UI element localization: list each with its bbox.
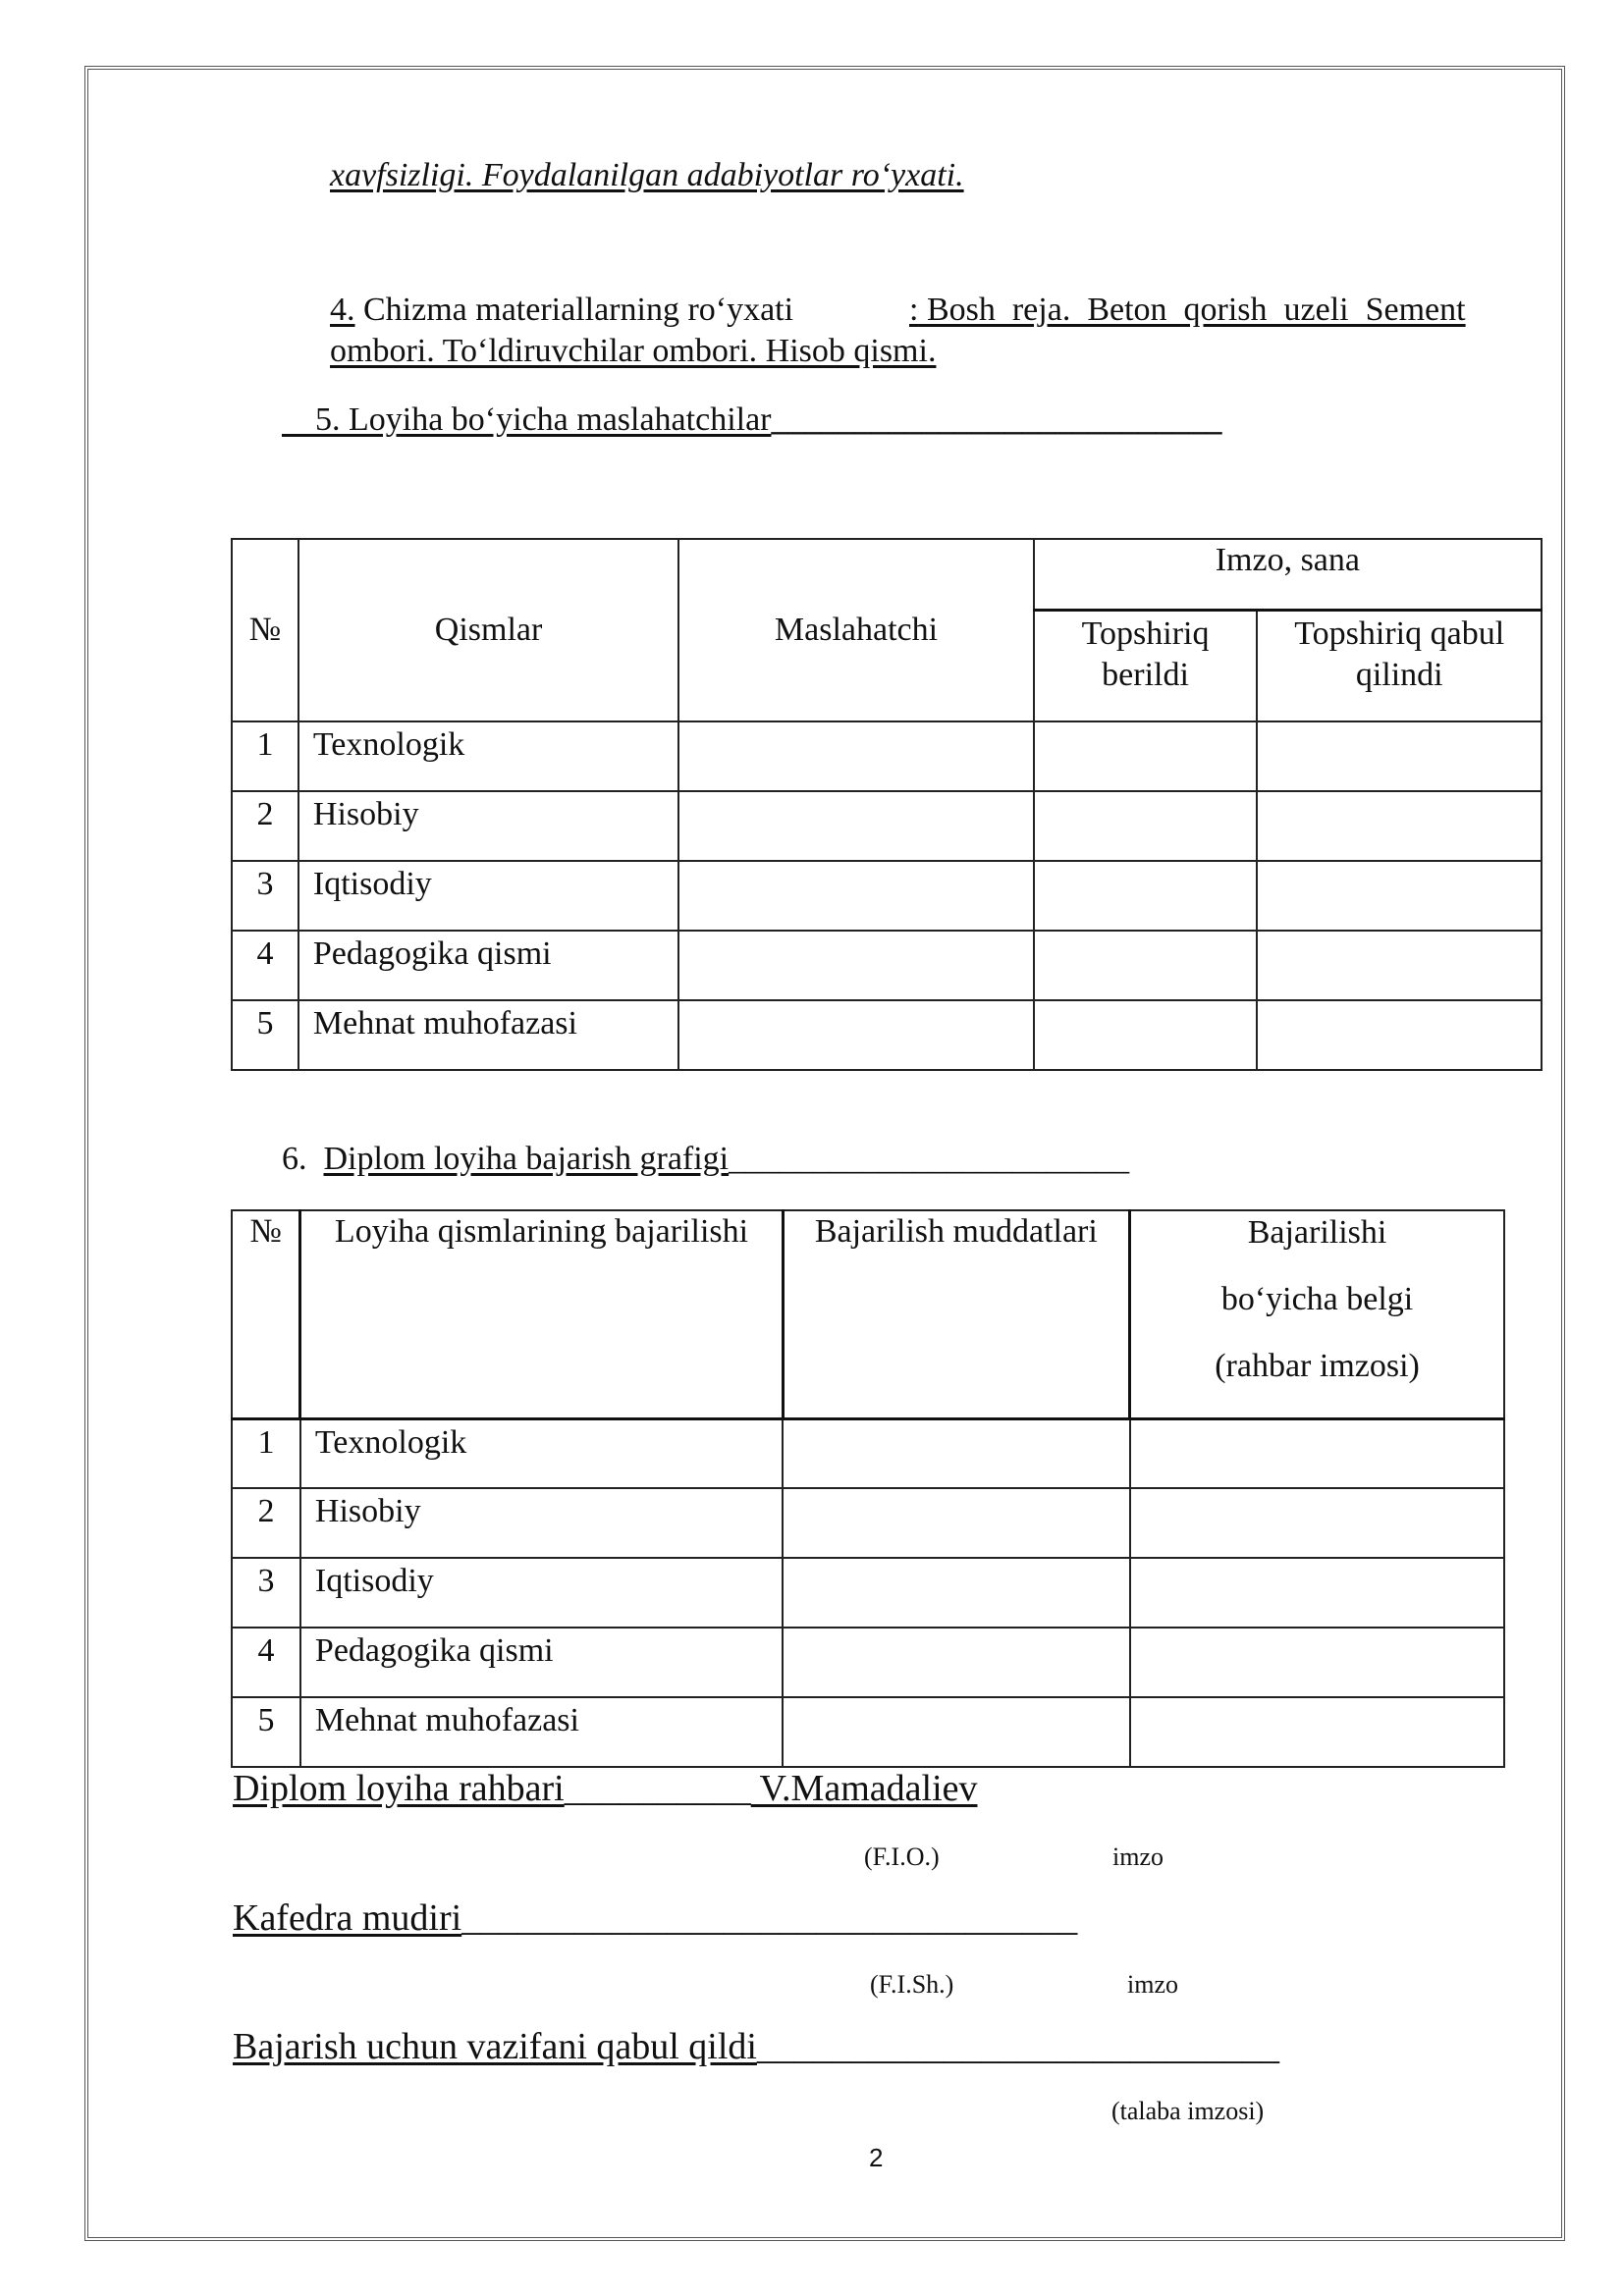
table2-row4-mark xyxy=(1130,1628,1504,1697)
table1-row1-num: 1 xyxy=(232,721,298,791)
section-5 xyxy=(282,401,1222,439)
table1-row1-given xyxy=(1034,721,1258,791)
table2-header-mark xyxy=(1130,1210,1504,1418)
supervisor-name: V.Mamadaliev xyxy=(750,1768,978,1809)
section-5-blank: ___________________________ xyxy=(771,401,1222,438)
table-row xyxy=(232,1558,1504,1628)
head-label: Kafedra mudiri xyxy=(233,1897,462,1939)
table2-row5-mark xyxy=(1130,1697,1504,1767)
student-blank: ____________________________ xyxy=(756,2026,1279,2067)
table1-row3-num: 3 xyxy=(232,861,298,931)
student-label: Bajarish uchun vazifani qabul qildi xyxy=(233,2026,757,2067)
table1-row4-part: Pedagogika qismi xyxy=(298,931,678,1000)
section-6 xyxy=(282,1141,1129,1178)
table1-row5-num: 5 xyxy=(232,1000,298,1070)
table1-row4-num: 4 xyxy=(232,931,298,1000)
table1-header-given-line1: Topshiriq xyxy=(1081,614,1210,652)
head-fish-caption: (F.I.Sh.) xyxy=(870,1970,954,1999)
table1-row3-advisor xyxy=(678,861,1033,931)
table1-row5-given xyxy=(1034,1000,1258,1070)
table2-header-mark-line2: bo‘yicha belgi xyxy=(1220,1281,1414,1317)
section-5-label: 5. Loyiha bo‘yicha maslahatchilar xyxy=(282,401,772,438)
table2-row1-mark xyxy=(1130,1418,1504,1488)
table2-row5-part: Mehnat muhofazasi xyxy=(300,1697,783,1767)
table1-row2-num: 2 xyxy=(232,791,298,861)
table1-row5-part: Mehnat muhofazasi xyxy=(298,1000,678,1070)
section-6-label: Diplom loyiha bajarish grafigi xyxy=(323,1141,730,1177)
table-row xyxy=(232,1418,1504,1488)
table1-row2-accepted xyxy=(1257,791,1542,861)
intro-line: xavfsizligi. Foydalanilgan adabiyotlar ro‘yxati. xyxy=(330,157,964,193)
table2-row1-part: Texnologik xyxy=(300,1418,783,1488)
table2-row5-num: 5 xyxy=(232,1697,300,1767)
table1-header-advisor: Maslahatchi xyxy=(678,539,1033,721)
section-4-label: Chizma materiallarning ro‘yxati xyxy=(363,292,794,328)
table2-row2-part: Hisobiy xyxy=(300,1488,783,1558)
section-4-number: 4. xyxy=(330,292,355,328)
head-signature-line xyxy=(233,1896,1077,1940)
table1-row5-advisor xyxy=(678,1000,1033,1070)
section-4 xyxy=(330,292,1518,370)
table2-row1-deadline xyxy=(783,1418,1129,1488)
table1-row1-accepted xyxy=(1257,721,1542,791)
supervisor-signature-line xyxy=(233,1767,978,1810)
student-signature-line xyxy=(233,2025,1279,2068)
table2-row2-num: 2 xyxy=(232,1488,300,1558)
table2-header-parts: Loyiha qismlarining bajarilishi xyxy=(300,1210,783,1418)
table-row xyxy=(232,861,1542,931)
table-row xyxy=(232,1628,1504,1697)
head-imzo-caption: imzo xyxy=(1127,1970,1178,1999)
table2-row4-num: 4 xyxy=(232,1628,300,1697)
table1-row3-part: Iqtisodiy xyxy=(298,861,678,931)
table-row xyxy=(232,1488,1504,1558)
table2-row4-deadline xyxy=(783,1628,1129,1697)
table2-row1-num: 1 xyxy=(232,1418,300,1488)
table2-header-mark-line3: (rahbar imzosi) xyxy=(1215,1348,1420,1384)
supervisor-blank: __________ xyxy=(564,1768,751,1809)
advisors-table xyxy=(231,538,1543,1071)
table2-row2-mark xyxy=(1130,1488,1504,1558)
table1-row4-given xyxy=(1034,931,1258,1000)
table1-header-num: № xyxy=(232,539,298,721)
table1-row2-advisor xyxy=(678,791,1033,861)
table2-header-num: № xyxy=(232,1210,300,1418)
page-number: 2 xyxy=(869,2143,884,2172)
section-4-colon-value xyxy=(909,292,1466,329)
table1-header-accepted-line1: Topshiriq qabul xyxy=(1294,614,1505,652)
table2-header-mark-line1: Bajarilishi xyxy=(1247,1214,1387,1251)
table1-row1-part: Texnologik xyxy=(298,721,678,791)
table-row xyxy=(232,931,1542,1000)
table1-header-given xyxy=(1034,610,1258,721)
student-note-caption: (talaba imzosi) xyxy=(1111,2097,1265,2125)
supervisor-label: Diplom loyiha rahbari xyxy=(233,1768,565,1809)
supervisor-imzo-caption: imzo xyxy=(1112,1842,1164,1871)
head-blank: _________________________________ xyxy=(461,1897,1078,1939)
table1-row4-advisor xyxy=(678,931,1033,1000)
section-6-number: 6. xyxy=(282,1141,307,1177)
table1-row3-given xyxy=(1034,861,1258,931)
table1-row3-accepted xyxy=(1257,861,1542,931)
schedule-table xyxy=(231,1209,1505,1768)
table1-header-accepted xyxy=(1257,610,1542,721)
section-6-blank: ________________________ xyxy=(729,1141,1130,1177)
section-4-colon: : xyxy=(909,292,919,328)
table2-row4-part: Pedagogika qismi xyxy=(300,1628,783,1697)
table2-header-deadlines: Bajarilish muddatlari xyxy=(783,1210,1129,1418)
table2-row2-deadline xyxy=(783,1488,1129,1558)
table1-header-given-line2: berildi xyxy=(1102,656,1189,693)
section-4-value-line-2: ombori. To‘ldiruvchilar ombori. Hisob qismi. xyxy=(330,333,937,369)
table-row xyxy=(232,1697,1504,1767)
section-4-value-line-1: Bosh reja. Beton qorish uzeli Sement xyxy=(918,292,1466,328)
table1-row4-accepted xyxy=(1257,931,1542,1000)
table2-row3-deadline xyxy=(783,1558,1129,1628)
table1-header-sign-date: Imzo, sana xyxy=(1034,539,1542,610)
table1-row2-part: Hisobiy xyxy=(298,791,678,861)
table-row xyxy=(232,1000,1542,1070)
table1-header-accepted-line2: qilindi xyxy=(1355,656,1443,693)
table1-row2-given xyxy=(1034,791,1258,861)
table-row xyxy=(232,721,1542,791)
table1-row1-advisor xyxy=(678,721,1033,791)
table1-header-parts: Qismlar xyxy=(298,539,678,721)
table2-row5-deadline xyxy=(783,1697,1129,1767)
table2-row3-num: 3 xyxy=(232,1558,300,1628)
table2-row3-part: Iqtisodiy xyxy=(300,1558,783,1628)
supervisor-fio-caption: (F.I.O.) xyxy=(864,1842,940,1871)
table2-row3-mark xyxy=(1130,1558,1504,1628)
table1-row5-accepted xyxy=(1257,1000,1542,1070)
table-row xyxy=(232,791,1542,861)
